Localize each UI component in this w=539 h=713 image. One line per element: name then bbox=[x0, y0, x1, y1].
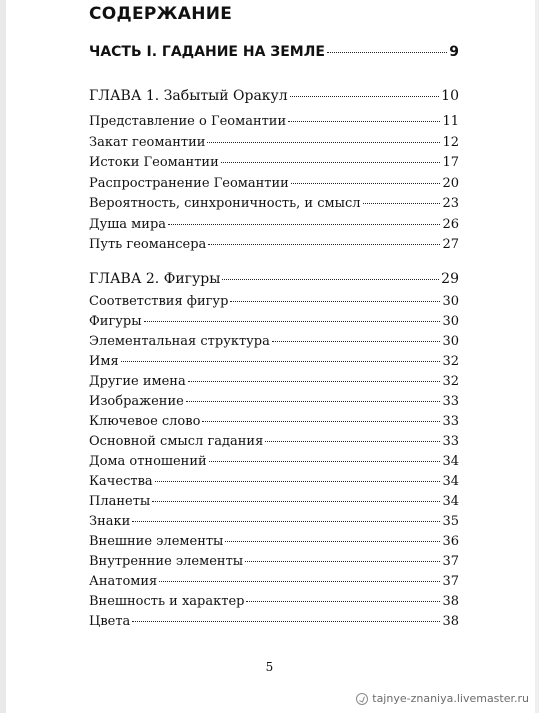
toc-entry bbox=[89, 414, 459, 430]
toc-chapter-label: ГЛАВА 2. Фигуры bbox=[89, 271, 221, 287]
leader-dots bbox=[230, 300, 440, 302]
toc-entry-page: 33 bbox=[442, 414, 459, 429]
toc-title: СОДЕРЖАНИЕ bbox=[89, 4, 233, 24]
toc-entry-label: Вероятность, синхроничность, и смысл bbox=[89, 196, 361, 211]
toc-entry bbox=[89, 294, 459, 310]
toc-chapter-page: 10 bbox=[441, 88, 459, 104]
toc-entry bbox=[89, 514, 459, 530]
toc-entry-label: Элементальная структура bbox=[89, 334, 270, 349]
toc-entry bbox=[89, 394, 459, 410]
leader-dots bbox=[245, 560, 440, 562]
toc-entry-page: 27 bbox=[442, 237, 459, 252]
page-edge-right bbox=[535, 0, 539, 713]
toc-entry-label: Планеты bbox=[89, 494, 151, 509]
toc-entry bbox=[89, 474, 459, 490]
toc-entry bbox=[89, 135, 459, 151]
toc-entry-label: Основной смысл гадания bbox=[89, 434, 264, 449]
toc-entry-page: 38 bbox=[442, 614, 459, 629]
toc-entry-page: 20 bbox=[442, 175, 459, 191]
toc-part-label: ЧАСТЬ I. ГАДАНИЕ НА ЗЕМЛЕ bbox=[89, 44, 325, 60]
toc-entry-label: Дома отношений bbox=[89, 454, 207, 469]
watermark-text: tajnye-znaniya.livemaster.ru bbox=[372, 692, 529, 705]
watermark bbox=[356, 692, 529, 705]
toc-entry bbox=[89, 196, 459, 212]
leader-dots bbox=[186, 400, 441, 402]
leader-dots bbox=[152, 500, 440, 502]
leader-dots bbox=[168, 223, 440, 225]
leader-dots bbox=[188, 380, 441, 382]
toc-entry-page: 26 bbox=[442, 216, 459, 232]
toc-entry-page: 34 bbox=[442, 454, 459, 469]
toc-entry-page: 34 bbox=[442, 474, 459, 489]
toc-entry bbox=[89, 334, 459, 350]
toc-entry-label: Имя bbox=[89, 354, 119, 369]
toc-chapter-1 bbox=[89, 88, 459, 104]
toc-entry-page: 32 bbox=[442, 354, 459, 369]
toc-part-1 bbox=[89, 44, 459, 60]
leader-dots bbox=[222, 278, 439, 280]
toc-entry-page: 33 bbox=[442, 434, 459, 449]
toc-entry bbox=[89, 217, 459, 233]
leader-dots bbox=[132, 520, 440, 522]
leader-dots bbox=[225, 540, 440, 542]
toc-entry-page: 17 bbox=[442, 155, 459, 170]
toc-entry bbox=[89, 434, 459, 450]
toc-entry-page: 37 bbox=[442, 554, 459, 569]
toc-entry-page: 30 bbox=[442, 294, 459, 309]
leader-dots bbox=[221, 161, 441, 163]
leader-dots bbox=[265, 440, 440, 442]
toc-entry-label: Душа мира bbox=[89, 216, 167, 232]
toc-entry bbox=[89, 454, 459, 470]
toc-entry bbox=[89, 534, 459, 550]
leader-dots bbox=[246, 600, 440, 602]
toc-entry bbox=[89, 176, 459, 192]
toc-entry-label: Распространение Геомантии bbox=[89, 175, 289, 191]
toc-entry-label: Цвета bbox=[89, 614, 131, 629]
leader-dots bbox=[272, 340, 441, 342]
toc-entry-label: Качества bbox=[89, 474, 153, 489]
toc-entry bbox=[89, 374, 459, 390]
leader-dots bbox=[208, 243, 440, 245]
leader-dots bbox=[207, 141, 440, 143]
page-edge-left bbox=[0, 0, 6, 713]
toc-entry-label: Другие имена bbox=[89, 374, 186, 389]
livemaster-logo-icon bbox=[356, 693, 368, 705]
leader-dots bbox=[155, 480, 441, 482]
toc-entry-page: 12 bbox=[442, 134, 459, 150]
toc-entry-label: Внутренние элементы bbox=[89, 554, 244, 569]
toc-entry-label: Внешние элементы bbox=[89, 534, 224, 549]
leader-dots bbox=[202, 420, 440, 422]
toc-entry-label: Изображение bbox=[89, 394, 184, 409]
toc-entry-page: 37 bbox=[442, 574, 459, 589]
toc-entry-page: 30 bbox=[442, 314, 459, 329]
leader-dots bbox=[290, 95, 439, 97]
toc-entry-page: 33 bbox=[442, 394, 459, 409]
toc-entry-label: Истоки Геомантии bbox=[89, 155, 219, 170]
leader-dots bbox=[288, 120, 440, 122]
leader-dots bbox=[363, 202, 441, 204]
toc-entry-label: Ключевое слово bbox=[89, 414, 201, 429]
toc-entry-label: Внешность и характер bbox=[89, 594, 245, 609]
toc-entry bbox=[89, 554, 459, 570]
toc-entry bbox=[89, 614, 459, 630]
toc-entry bbox=[89, 237, 459, 253]
leader-dots bbox=[209, 460, 441, 462]
page-number: 5 bbox=[265, 660, 274, 674]
toc-entry-label: Путь геомансера bbox=[89, 237, 207, 252]
toc-entry-label: Знаки bbox=[89, 514, 131, 529]
leader-dots bbox=[327, 51, 447, 53]
toc-entry-page: 36 bbox=[442, 534, 459, 549]
toc-entry-page: 11 bbox=[442, 114, 459, 129]
leader-dots bbox=[291, 182, 441, 184]
toc-entry-page: 38 bbox=[442, 594, 459, 609]
toc-entry-page: 23 bbox=[442, 196, 459, 211]
toc-entry-label: Фигуры bbox=[89, 314, 142, 329]
toc-entry-page: 30 bbox=[442, 334, 459, 349]
toc-chapter-2 bbox=[89, 271, 459, 287]
toc-chapter-page: 29 bbox=[441, 271, 459, 287]
toc-entry bbox=[89, 494, 459, 510]
toc-entry bbox=[89, 594, 459, 610]
toc-entry bbox=[89, 155, 459, 171]
leader-dots bbox=[144, 320, 441, 322]
leader-dots bbox=[121, 360, 441, 362]
toc-entry-label: Соответствия фигур bbox=[89, 294, 229, 309]
toc-entry-label: Представление о Геомантии bbox=[89, 114, 287, 129]
toc-entry bbox=[89, 114, 459, 130]
toc-entry-page: 35 bbox=[442, 514, 459, 529]
toc-chapter-label: ГЛАВА 1. Забытый Оракул bbox=[89, 88, 288, 104]
toc-entry bbox=[89, 314, 459, 330]
toc-part-page: 9 bbox=[449, 44, 459, 60]
toc-entry-label: Закат геомантии bbox=[89, 134, 206, 150]
toc-entry-page: 34 bbox=[442, 494, 459, 509]
toc-entry bbox=[89, 354, 459, 370]
leader-dots bbox=[159, 580, 440, 582]
toc-entry-page: 32 bbox=[442, 374, 459, 389]
leader-dots bbox=[132, 620, 440, 622]
toc-entry-label: Анатомия bbox=[89, 574, 158, 589]
toc-entry bbox=[89, 574, 459, 590]
